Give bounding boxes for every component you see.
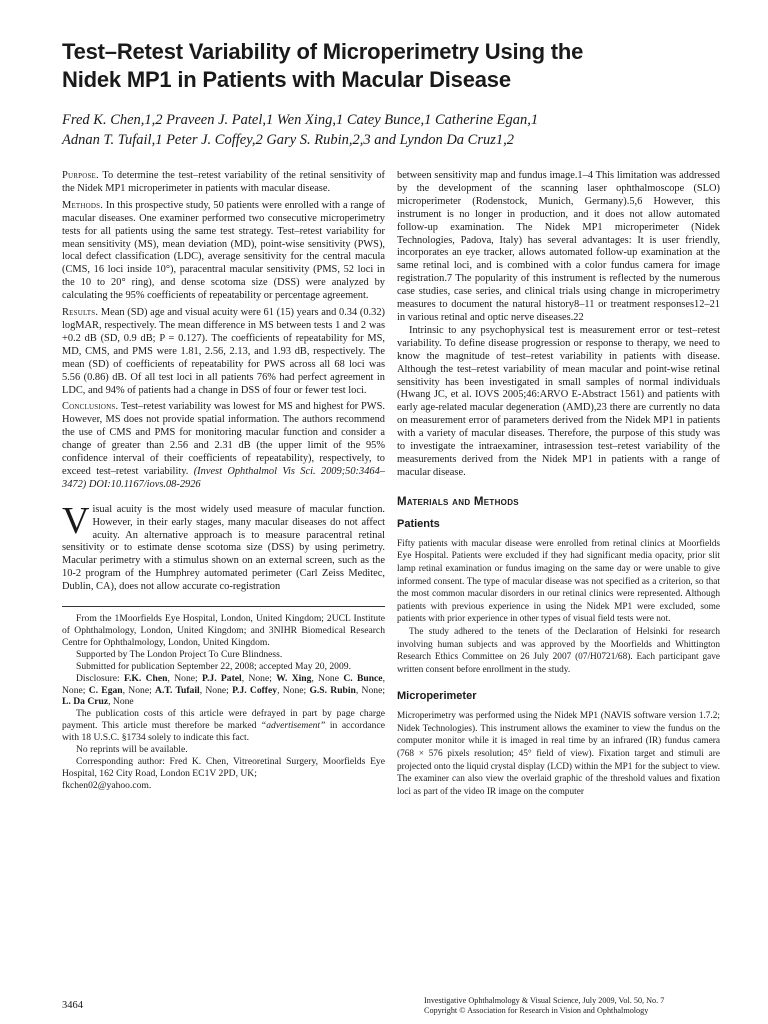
purpose-text: To determine the test–retest variability of the retinal sensitivity of the Nidek MP1 microperimeter in patients with macular disease. [62, 170, 385, 194]
microperimeter-section [397, 710, 720, 798]
right-column [397, 170, 720, 798]
citation: (Invest Ophthalmol Vis Sci. 2009;50:3464–3472) DOI:10.1167/iovs.08-2926 [62, 465, 385, 490]
intro-continued [397, 170, 720, 480]
subheading-microperimeter: Microperimeter [397, 690, 477, 703]
drop-cap: V [62, 499, 90, 542]
disclosure-value: , None; [355, 684, 385, 696]
submitted-note: Submitted for publication September 22, 2008; accepted May 20, 2009. [76, 660, 351, 672]
disclosure-value: , None; [122, 684, 152, 696]
article-title [62, 38, 722, 94]
disclosure-lead: Disclosure: [76, 672, 120, 684]
patients-para-1: Fifty patients with macular disease were enrolled from retinal clinics at Moorfields Eye Hospital. Patients were excluded if they had significant media opacity, prior slit lamp retinal examination or fundus imaging on the same day or were unable to give informed consent. The type of macular disease was not specified as a criterion, so that the most common macular disorders in our retinal clinics were represented. Although patients with previous experience in using the Nidek MP1 were excluded, some patients with prior experience in other types of visual field tests were not. [397, 538, 720, 625]
intro-para-1: between sensitivity map and fundus image.1–4 This limitation was addressed by the development of the scanning laser ophthalmoscope (SLO) microperimeter (Rodenstock, Munich, Germany).5,6 However, this instrument is no longer in production, and it does not allow automated follow-up examination. The Nidek MP1 microperimeter (Nidek Technologies, Padova, Italy) has several advantages: It is user friendly, incorporates an eye tracker, allows automated follow-up examination at the same retinal loci, and is combined with a color fundus camera for image registration.7 The popularity of this instrument is reflected by the numerous case studies, case series, and clinical trials using change in microperimetry measures to document the natural history8–11 or treatment responses12–21 in various retinal and optic nerve diseases.22 [397, 170, 720, 323]
abstract-conclusions [62, 401, 385, 491]
methods-label: Methods. [62, 199, 104, 211]
disclosure-name: A.T. Tufail [155, 684, 200, 696]
disclosure-value: , None; [199, 684, 229, 696]
disclosure-value: , None; [62, 672, 385, 696]
intro-paragraph [62, 499, 385, 594]
author-list [62, 110, 712, 150]
disclosure-name: W. Xing [276, 672, 312, 684]
disclosure-name: L. Da Cruz [62, 696, 109, 708]
section-heading-methods: Materials and Methods [397, 495, 519, 508]
disclosure-value: , None; [241, 672, 272, 684]
disclosure-name: C. Egan [88, 684, 123, 696]
disclosure-name: P.J. Coffey [232, 684, 278, 696]
conclusions-label: Conclusions. [62, 401, 119, 413]
disclosure-name: P.J. Patel [202, 672, 242, 684]
left-column [62, 170, 385, 792]
corresponding-author: Corresponding author: Fred K. Chen, Vitreoretinal Surgery, Moorfields Eye Hospital, 162 City Road, London EC1V 2PD, UK; [62, 755, 385, 779]
author-line-2: Adnan T. Tufail,1 Peter J. Coffey,2 Gary S. Rubin,2,3 and Lyndon Da Cruz1,2 [62, 132, 515, 148]
author-line-1: Fred K. Chen,1,2 Praveen J. Patel,1 Wen Xing,1 Catey Bunce,1 Catherine Egan,1 [62, 112, 539, 128]
abstract-purpose [62, 170, 385, 196]
title-line-2: Nidek MP1 in Patients with Macular Disease [62, 67, 511, 92]
disclosure-value: , None; [167, 672, 198, 684]
journal-citation: Investigative Ophthalmology & Visual Science, July 2009, Vol. 50, No. 7 [424, 996, 665, 1005]
intro-text: isual acuity is the most widely used measure of macular function. However, in their early stages, many macular diseases do not affect acuity. An alternative approach is to measure paracentral retinal sensitivity or to estimate dense scotoma size (DSS) by using perimetry. Macular perimetry with a stimulus shown on an external screen, such as the 10-2 program of the Humphrey automated perimeter (Carl Zeiss Meditec, Dublin, CA), does not allow accurate co-registration [62, 503, 385, 593]
title-line-1: Test–Retest Variability of Microperimetry Using the [62, 39, 584, 64]
support-note: Supported by The London Project To Cure Blindness. [76, 648, 283, 660]
pub-cost-text-end: in accordance with 18 U.S.C. §1734 solely to indicate this fact. [62, 720, 385, 744]
pub-cost-text: The publication costs of this article were defrayed in part by page charge payment. This article must therefore be marked [62, 708, 385, 732]
disclosure-value: , None [108, 696, 134, 708]
reprints-note: No reprints will be available. [76, 744, 188, 756]
subheading-patients: Patients [397, 517, 440, 530]
intro-para-2: Intrinsic to any psychophysical test is measurement error or test–retest variability. To define disease progression or response to therapy, we need to know the magnitude of test–retest variability in patients with disease. Although the test–retest variability of mean macular and point-wise retinal sensitivity has been investigated in small samples of normal individuals (Hwang JC, et al. IOVS 2005;46:ARVO E-Abstract 1561) and patients with early age-related macular degeneration (AMD),23 there are currently no data on measurement error of parameters derived from the Nidek MP1 in patients with a variety of macular diseases. Therefore, the purpose of this study was to investigate the intraexaminer, intrasession test–retest variability of the measurements derived from the Nidek MP1 in patients with a range of macular disease. [397, 324, 720, 478]
corresponding-email[interactable]: fkchen02@yahoo.com. [62, 779, 152, 791]
footnote-divider [62, 606, 385, 607]
disclosure-name: G.S. Rubin [309, 684, 356, 696]
results-label: Results. [62, 307, 99, 319]
pub-cost-advert: “advertisement” [260, 720, 326, 732]
disclosure-name: C. Bunce [343, 672, 383, 684]
abstract-methods [62, 200, 385, 303]
patients-section [397, 538, 720, 677]
copyright-notice: Copyright © Association for Research in Vision and Ophthalmology [424, 1006, 649, 1015]
purpose-label: Purpose. [62, 170, 99, 181]
patients-para-2: The study adhered to the tenets of the Declaration of Helsinki for research involving human subjects and was approved by the Moorfields and Whittington Research Ethics Committee on 26 July 2007 (07/H0721/68). Each participant gave written consent before enrollment in the study. [397, 626, 720, 675]
disclosure-name: F.K. Chen [124, 672, 168, 684]
disclosure-note [62, 673, 385, 709]
results-text: Mean (SD) age and visual acuity were 61 (15) years and 0.34 (0.32) logMAR, respectively. The mean difference in MS between tests 1 and 2 was +0.2 dB (SD, 0.9 dB; P = 0.127). The coefficients of repeatability for MS, MD, CMS, and PMS were 1.81, 2.56, 2.13, and 1.93 dB, respectively. The mean (SD) of coefficients of repeatability for PWS across all 68 loci was 5.56 (0.86) dB. Of all test loci in all patients 76% had perfect agreement in LDC, and 94% of patients had a change in DSS of four or fewer test loci. [62, 307, 385, 396]
abstract [62, 170, 385, 492]
affiliations: From the 1Moorfields Eye Hospital, London, United Kingdom; 2UCL Institute of Ophthalmology, London, United Kingdom; and 3NIHR Biomedical Research Centre for Ophthalmology, London, United Kingdom. [62, 613, 385, 648]
publication-cost-note [62, 708, 385, 744]
footnotes [62, 613, 385, 792]
page-number: 3464 [62, 1000, 83, 1011]
disclosure-value: , None; [277, 684, 307, 696]
disclosure-value: , None [311, 672, 339, 684]
methods-text: In this prospective study, 50 patients were enrolled with a range of macular diseases. One examiner performed two consecutive microperimetry tests for all patients using the same test strategy. Test–retest variability for mean sensitivity (MS), mean deviation (MD), point-wise sensitivity (PWS), local defect classification (LDC), average sensitivity for the central macula (CMS, 16 loci inside 10°), paracentral macular sensitivity (PMS, 52 loci in the 10 to 20° ring), and dense scotoma size (DSS) were analyzed by calculating the 95% coefficients of repeatability or percentage agreement. [62, 199, 385, 302]
abstract-results [62, 307, 385, 397]
journal-info [424, 996, 754, 1016]
microperimeter-para-1: Microperimetry was performed using the Nidek MP1 (NAVIS software version 1.7.2; Nidek Technologies). This instrument allows the examiner to view the fundus on the computer monitor while it is imaged in real time by an infrared (IR) fundus camera (768 × 576 pixels resolution; 45° field of view). Fixation target and stimuli are projected onto the liquid crystal display (LCD) within the MP1 for the subject to view. The examiner can also view the overlaid graphic of the threshold values and fixation loci as part of the video IR image on the computer [397, 711, 720, 797]
conclusions-text: Test–retest variability was lowest for MS and highest for PWS. However, MS does not provide spatial information. The authors recommend the use of CMS and PMS for monitoring macular function and consider a change of greater than 2.56 and 2.31 dB (the upper limit of the 95% confidence interval of their coefficients of repeatability), respectively, to exceed test–retest variability. [62, 401, 385, 477]
